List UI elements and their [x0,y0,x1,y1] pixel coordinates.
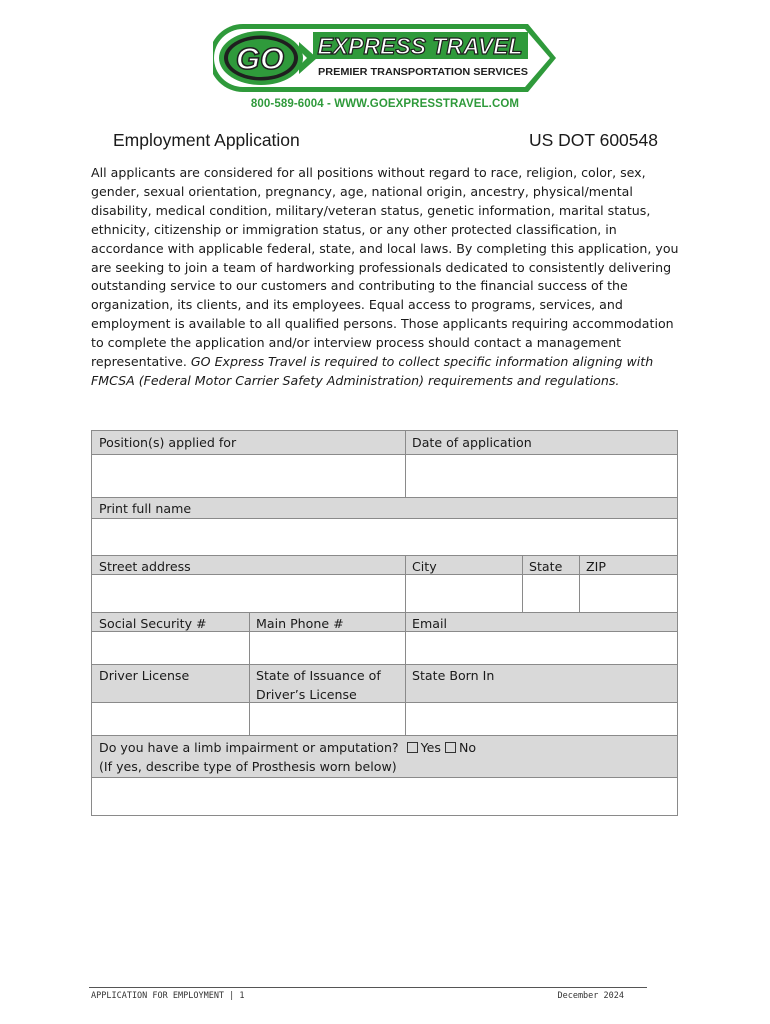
fmcsa-notice: GO Express Travel is required to collect specific information aligning with FMCSA (Federal Motor Carrier Safety Administration) requirements and regulations. [91,354,654,388]
city-field[interactable] [405,574,522,612]
street-field[interactable] [92,574,405,612]
ssn-label: Social Security # [92,612,249,631]
state-field[interactable] [522,574,579,612]
eeo-statement [91,164,687,391]
born-label: State Born In [405,664,677,702]
phone-label: Main Phone # [249,612,405,631]
logo-contact-line: 800-589-6004 - WWW.GOEXPRESSTRAVEL.COM [250,98,520,110]
issuance-label-line1: State of Issuance of [256,668,381,683]
yes-checkbox[interactable] [407,742,418,753]
prosthesis-note: (If yes, describe type of Prosthesis worn below) [99,759,397,774]
full-name-field[interactable] [92,518,677,555]
city-label: City [405,555,522,574]
limb-question-block [92,735,677,777]
page-title: Employment Application [113,130,300,150]
ssn-field[interactable] [92,631,249,664]
prosthesis-field[interactable] [92,777,677,815]
positions-label: Position(s) applied for [92,431,405,454]
phone-field[interactable] [249,631,405,664]
issuance-label [249,664,405,702]
zip-label: ZIP [579,555,677,574]
positions-field[interactable] [92,454,405,497]
full-name-label: Print full name [92,497,677,518]
footer-rule [89,987,647,988]
logo-brand-text: EXPRESS TRAVEL [317,33,523,59]
license-field[interactable] [92,702,249,735]
dot-number: US DOT 600548 [528,130,658,150]
date-field[interactable] [405,454,677,497]
zip-field[interactable] [579,574,677,612]
logo-tagline: PREMIER TRANSPORTATION SERVICES [318,67,529,78]
company-logo [213,22,558,94]
no-label: No [459,740,477,755]
born-field[interactable] [405,702,677,735]
street-label: Street address [92,555,405,574]
email-field[interactable] [405,631,677,664]
no-checkbox[interactable] [445,742,456,753]
issuance-field[interactable] [249,702,405,735]
date-label: Date of application [405,431,677,454]
license-label: Driver License [92,664,249,702]
eeo-statement-body: All applicants are considered for all positions without regard to race, religion, color, sex, gender, sexual orientation, pregnancy, age, national origin, ancestry, physical/mental disability, medical condition, military/veteran status, genetic information, marital status, ethnicity, citizenship or immigration status, or any other protected classification, in accordance with applicable federal, state, and local laws. By completing this application, you are seeking to join a team of hardworking professionals dedicated to consistently delivering outstanding service to our customers and contributing to the financial success of the organization, its clients, and its employees. Equal access to programs, services, and employment is available to all qualified persons. Those applicants requiring accommodation to complete the application and/or interview process should contact a management representative. [91,165,679,370]
logo-go-text: GO [235,41,285,76]
email-label: Email [405,612,677,631]
footer-date: December 2024 [557,991,624,1001]
limb-question-text: Do you have a limb impairment or amputation? [99,740,399,755]
yes-label: Yes [420,740,441,755]
state-label: State [522,555,579,574]
footer-page-label: APPLICATION FOR EMPLOYMENT | 1 [91,991,245,1001]
application-form [91,430,678,816]
issuance-label-line2: Driver’s License [256,687,357,702]
